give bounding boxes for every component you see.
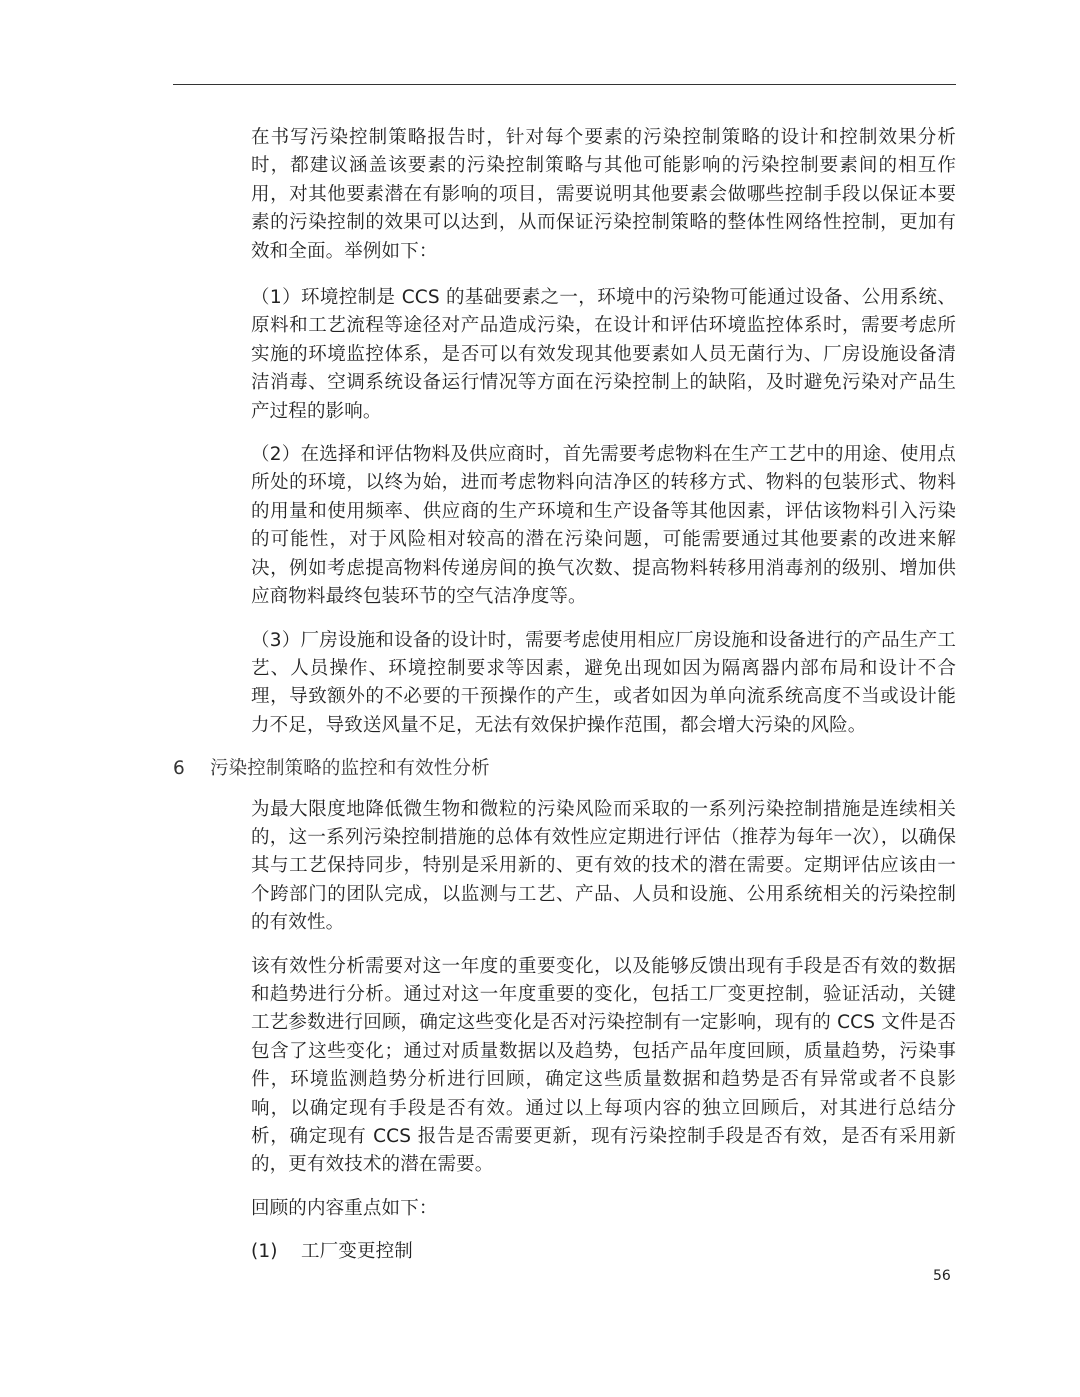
paragraph: （1）环境控制是 CCS 的基础要素之一，环境中的污染物可能通过设备、公用系统、原料和工艺流程等途径对产品造成污染，在设计和评估环境监控体系时，需要考虑所实施的环境监控体系，是否可以有效发现其他要素如人员无菌行为、厂房设施设备清洁消毒、空调系统设备运行情况等方面在污染控制上的缺陷，及时避免污染对产品生产过程的影响。 bbox=[251, 287, 956, 422]
document-body bbox=[173, 124, 956, 1267]
section-title: 污染控制策略的监控和有效性分析 bbox=[210, 758, 490, 780]
list-item-text: 工厂变更控制 bbox=[301, 1241, 413, 1263]
paragraph: 在书写污染控制策略报告时，针对每个要素的污染控制策略的设计和控制效果分析时，都建议涵盖该要素的污染控制策略与其他可能影响的污染控制要素间的相互作用，对其他要素潜在有影响的项目，需要说明其他要素会做哪些控制手段以保证本要素的污染控制的效果可以达到，从而保证污染控制策略的整体性网络性控制，更加有效和全面。举例如下： bbox=[251, 127, 956, 262]
header-rule bbox=[173, 84, 956, 85]
page-number: 56 bbox=[933, 1268, 951, 1284]
list-item-number: (1) bbox=[251, 1241, 278, 1263]
paragraph: 为最大限度地降低微生物和微粒的污染风险而采取的一系列污染控制措施是连续相关的，这一系列污染控制措施的总体有效性应定期进行评估（推荐为每年一次），以确保其与工艺保持同步，特别是采用新的、更有效的技术的潜在需要。定期评估应该由一个跨部门的团队完成，以监测与工艺、产品、人员和设施、公用系统相关的污染控制的有效性。 bbox=[251, 798, 956, 934]
paragraph: （2）在选择和评估物料及供应商时，首先需要考虑物料在生产工艺中的用途、使用点所处的环境，以终为始，进而考虑物料向洁净区的转移方式、物料的包装形式、物料的用量和使用频率、供应商的生产环境和生产设备等其他因素，评估该物料引入污染的可能性，对于风险相对较高的潜在污染问题，可能需要通过其他要素的改进来解决，例如考虑提高物料传递房间的换气次数、提高物料转移用消毒剂的级别、增加供应商物料最终包装环节的空气洁净度等。 bbox=[251, 444, 956, 608]
paragraph: （3）厂房设施和设备的设计时，需要考虑使用相应厂房设施和设备进行的产品生产工艺、人员操作、环境控制要求等因素，避免出现如因为隔离器内部布局和设计不合理，导致额外的不必要的干预操作的产生，或者如因为单向流系统高度不当或设计能力不足，导致送风量不足，无法有效保护操作范围，都会增大污染的风险。 bbox=[251, 629, 956, 736]
section-number: 6 bbox=[173, 758, 185, 780]
section-heading bbox=[173, 755, 956, 783]
paragraph: 该有效性分析需要对这一年度的重要变化，以及能够反馈出现有手段是否有效的数据和趋势进行分析。通过对这一年度重要的变化，包括工厂变更控制，验证活动，关键工艺参数进行回顾，确定这些变化是否对污染控制有一定影响，现有的 CCS 文件是否包含了这些变化；通过对质量数据以及趋势，包括产品年度回顾，质量趋势，污染事件，环境监测趋势分析进行回顾，确定这些质量数据和趋势是否有异常或者不良影响，以确定现有手段是否有效。通过以上每项内容的独立回顾后，对其进行总结分析，确定现有 CCS 报告是否需要更新，现有污染控制手段是否有效，是否有采用新的，更有效技术的潜在需要。 bbox=[251, 955, 956, 1176]
paragraph: 回顾的内容重点如下： bbox=[251, 1197, 438, 1219]
list-item bbox=[251, 1238, 956, 1266]
